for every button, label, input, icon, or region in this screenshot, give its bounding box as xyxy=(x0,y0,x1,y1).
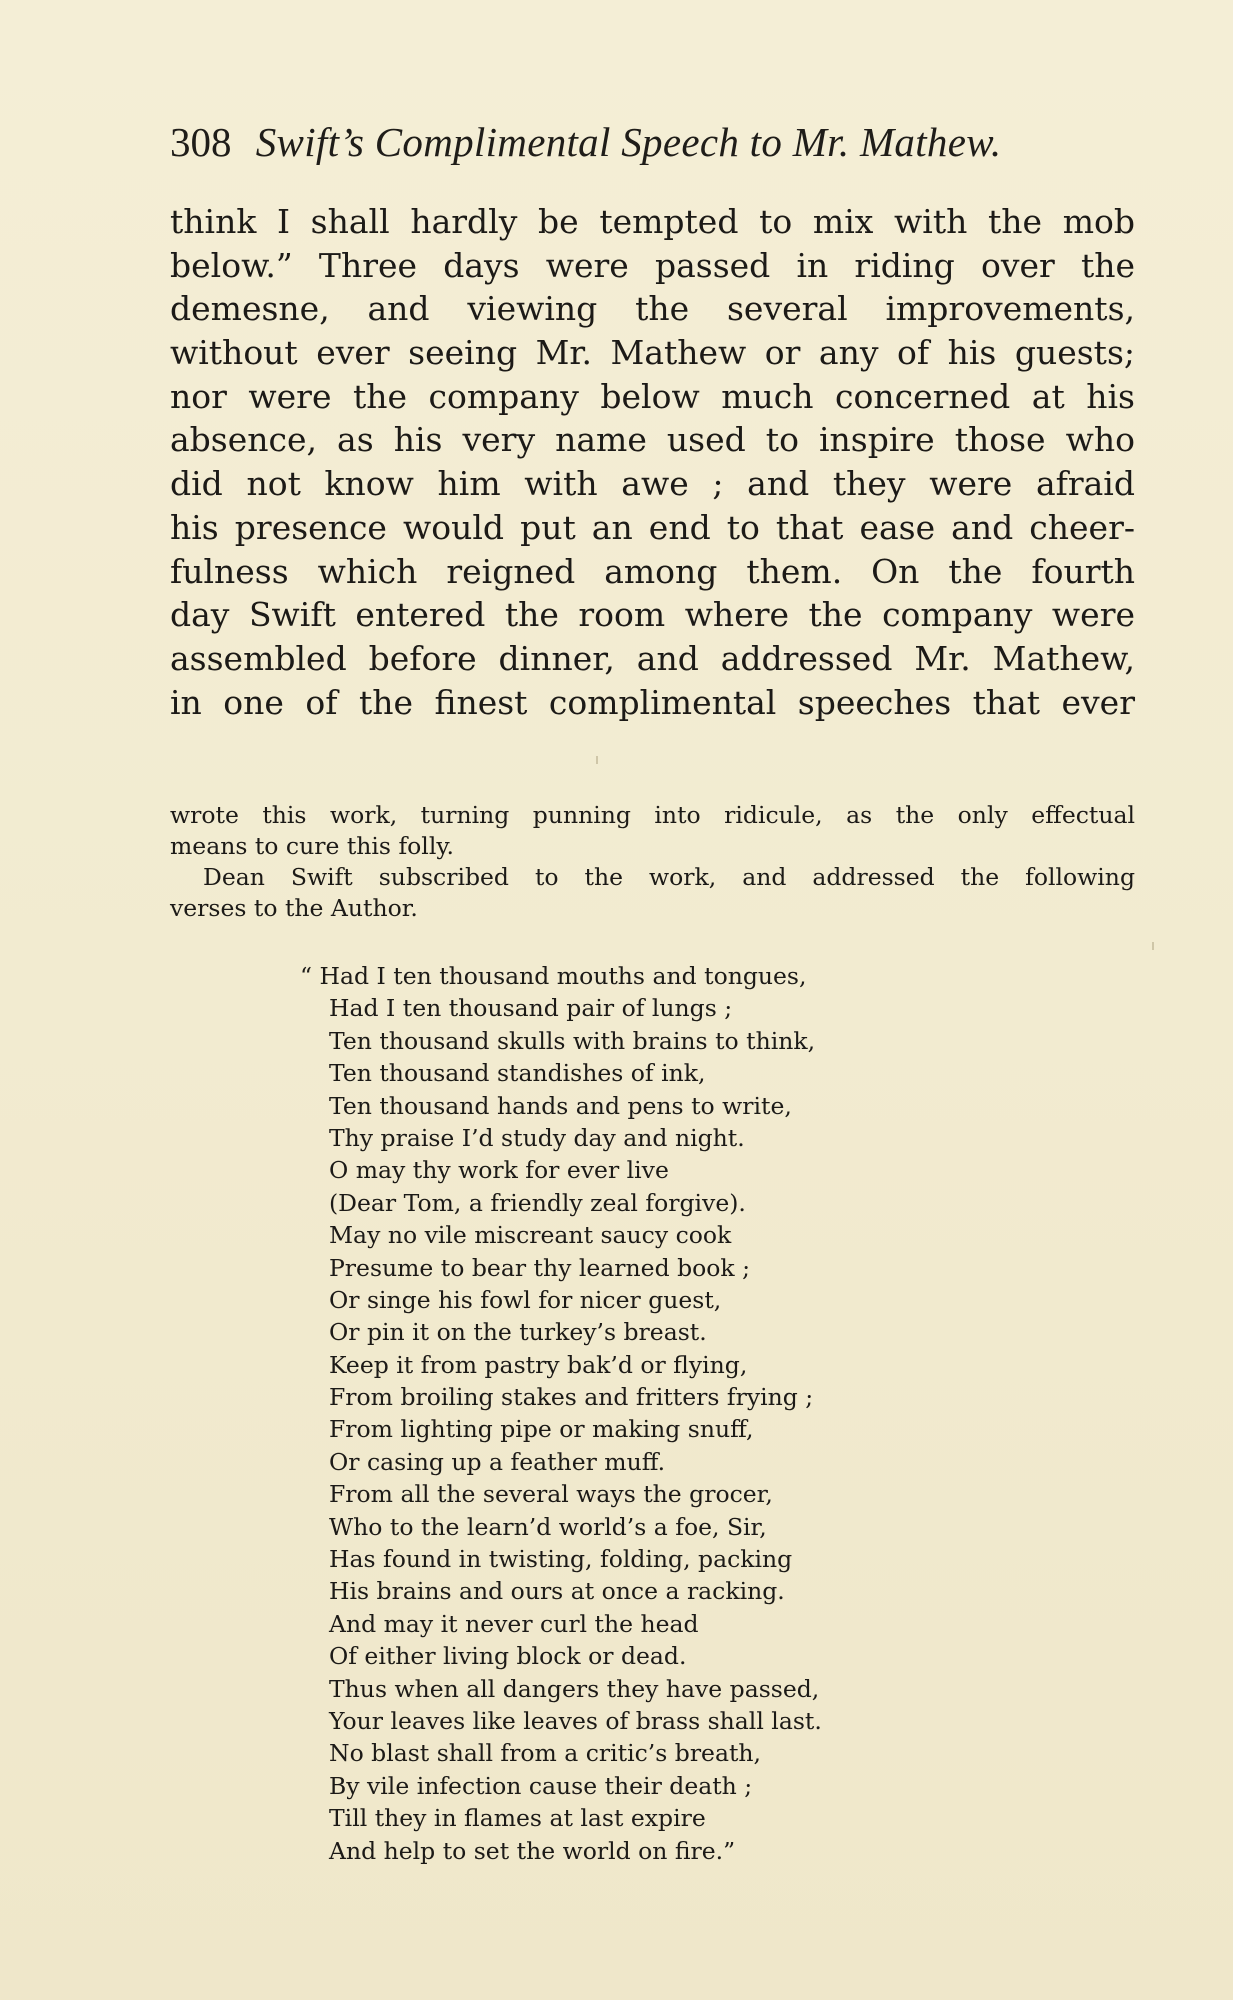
footnote-line: means to cure this folly. xyxy=(170,832,454,860)
body-line: think I shall hardly be tempted to mix with the mob xyxy=(170,202,1135,241)
poem-line: “ Had I ten thousand mouths and tongues, xyxy=(300,962,807,990)
footnote-line: verses to the Author. xyxy=(170,894,418,922)
page-header xyxy=(170,112,1110,172)
body-line: absence, as his very name used to inspire those who xyxy=(170,420,1135,460)
poem-line: Who to the learn’d world’s a foe, Sir, xyxy=(329,1512,767,1541)
poem-line: His brains and ours at once a racking. xyxy=(329,1577,785,1606)
poem-line: Thy praise I’d study day and night. xyxy=(329,1123,745,1152)
poem-line: Till they in flames at last expire xyxy=(329,1804,706,1833)
poem-line: And may it never curl the head xyxy=(329,1609,699,1638)
body-line: fulness which reigned among them. On the fourth xyxy=(170,551,1135,591)
page-number: 308 xyxy=(170,119,232,165)
poem-line: Or pin it on the turkey’s breast. xyxy=(329,1318,707,1347)
poem-line: Has found in twisting, folding, packing xyxy=(329,1545,793,1574)
body-line: in one of the finest complimental speeches that ever xyxy=(170,682,1135,722)
paper-speck xyxy=(596,756,598,764)
poem-verses xyxy=(300,960,1000,1867)
poem-line: Keep it from pastry bak’d or flying, xyxy=(329,1350,748,1379)
poem-line: By vile infection cause their death ; xyxy=(329,1771,753,1800)
poem-line: Or singe his fowl for nicer guest, xyxy=(329,1285,722,1314)
body-line: without ever seeing Mr. Mathew or any of his guests; xyxy=(170,333,1135,373)
poem-line: Your leaves like leaves of brass shall last. xyxy=(329,1706,822,1735)
body-line: demesne, and viewing the several improvements, xyxy=(170,289,1135,329)
body-line: day Swift entered the room where the company were xyxy=(170,595,1135,635)
poem-line: Had I ten thousand pair of lungs ; xyxy=(329,994,733,1023)
footnote-line: wrote this work, turning punning into ridicule, as the only effectual xyxy=(170,801,1135,829)
poem-line: Thus when all dangers they have passed, xyxy=(329,1674,820,1703)
poem-line: Ten thousand standishes of ink, xyxy=(329,1059,706,1088)
poem-line: From broiling stakes and fritters frying ; xyxy=(329,1383,814,1412)
poem-line: No blast shall from a critic’s breath, xyxy=(329,1739,762,1768)
footnote-line: Dean Swift subscribed to the work, and addressed the following xyxy=(203,863,1135,891)
body-line: did not know him with awe ; and they were afraid xyxy=(170,464,1135,504)
poem-line: From lighting pipe or making snuff, xyxy=(329,1415,754,1444)
main-text xyxy=(170,200,1135,724)
poem-line: Ten thousand skulls with brains to think, xyxy=(329,1026,816,1055)
poem-line: Or casing up a feather muff. xyxy=(329,1447,666,1476)
poem-line: Of either living block or dead. xyxy=(329,1642,687,1671)
poem-line: May no vile miscreant saucy cook xyxy=(329,1221,732,1250)
paper-speck xyxy=(1152,942,1154,950)
poem-line: From all the several ways the grocer, xyxy=(329,1480,773,1509)
poem-line: O may thy work for ever live xyxy=(329,1156,669,1185)
body-line: below.” Three days were passed in riding over the xyxy=(170,245,1135,285)
poem-line: (Dear Tom, a friendly zeal forgive). xyxy=(329,1188,746,1217)
poem-line: Ten thousand hands and pens to write, xyxy=(329,1091,792,1120)
poem-line: And help to set the world on fire.” xyxy=(329,1836,736,1865)
footnote xyxy=(170,800,1135,924)
running-title: Swift’s Complimental Speech to Mr. Mathew. xyxy=(255,119,1002,165)
poem-line: Presume to bear thy learned book ; xyxy=(329,1253,751,1282)
body-line: assembled before dinner, and addressed Mr. Mathew, xyxy=(170,638,1135,678)
body-line: nor were the company below much concerned at his xyxy=(170,376,1135,416)
body-line: his presence would put an end to that ease and cheer- xyxy=(170,507,1135,547)
